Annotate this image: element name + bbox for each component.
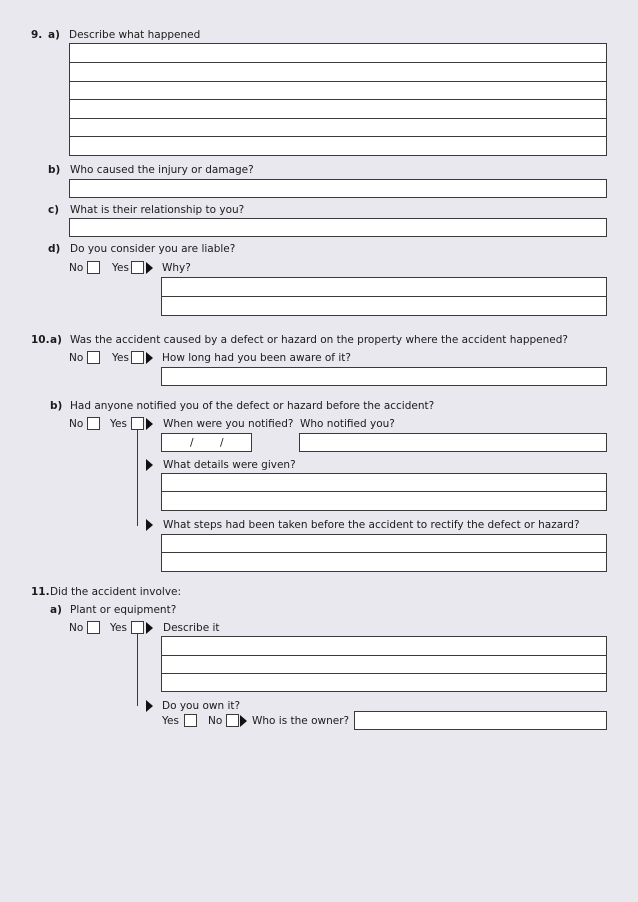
q9a-description-field[interactable] xyxy=(69,43,607,156)
q9d-no-checkbox[interactable] xyxy=(87,261,100,274)
q9c-letter: c) xyxy=(48,204,60,216)
ruled-line xyxy=(162,655,606,656)
q10a-label: Was the accident caused by a defect or hazard on the property where the accident happened? xyxy=(70,334,568,346)
q9-number: 9. xyxy=(31,29,43,41)
q11a-yes-checkbox[interactable] xyxy=(131,621,144,634)
q11a-own-yes-checkbox[interactable] xyxy=(184,714,197,727)
q10b-no-label: No xyxy=(69,418,84,430)
q9d-yes-checkbox[interactable] xyxy=(131,261,144,274)
branch-connector-line xyxy=(137,634,138,706)
q9d-yes-label: Yes xyxy=(112,262,129,274)
q10b-steps-label: What steps had been taken before the accident to rectify the defect or hazard? xyxy=(163,519,580,531)
ruled-line xyxy=(70,99,606,100)
branch-connector-line xyxy=(137,430,138,526)
q10b-steps-field[interactable] xyxy=(161,534,607,572)
q11-number: 11. xyxy=(31,586,50,598)
q10b-date-field[interactable] xyxy=(161,433,252,452)
q11a-no-label: No xyxy=(69,622,84,634)
q10b-details-label: What details were given? xyxy=(163,459,296,471)
q10a-yes-checkbox[interactable] xyxy=(131,351,144,364)
q9a-label: Describe what happened xyxy=(69,29,201,41)
q10b-label: Had anyone notified you of the defect or hazard before the accident? xyxy=(70,400,435,412)
q10b-yes-checkbox[interactable] xyxy=(131,417,144,430)
ruled-line xyxy=(162,491,606,492)
q11a-owner-label: Who is the owner? xyxy=(252,715,350,727)
q9d-label: Do you consider you are liable? xyxy=(70,243,236,255)
q9b-letter: b) xyxy=(48,164,61,176)
q11a-own-label: Do you own it? xyxy=(162,700,241,712)
q10a-no-checkbox[interactable] xyxy=(87,351,100,364)
ruled-line xyxy=(162,673,606,674)
q11a-own-no-label: No xyxy=(208,715,223,727)
arrow-right-icon xyxy=(146,352,153,364)
q10b-when-label: When were you notified? xyxy=(163,418,294,430)
q11a-describe-label: Describe it xyxy=(163,622,220,634)
q11a-label: Plant or equipment? xyxy=(70,604,177,616)
ruled-line xyxy=(70,118,606,119)
q11a-letter: a) xyxy=(50,604,62,616)
q9d-no-label: No xyxy=(69,262,84,274)
q9a-letter: a) xyxy=(48,29,60,41)
q10b-details-field[interactable] xyxy=(161,473,607,511)
date-separator: / xyxy=(190,437,194,449)
q9b-who-caused-field[interactable] xyxy=(69,179,607,198)
q9d-letter: d) xyxy=(48,243,61,255)
q10b-no-checkbox[interactable] xyxy=(87,417,100,430)
q11a-no-checkbox[interactable] xyxy=(87,621,100,634)
arrow-right-icon xyxy=(146,418,153,430)
arrow-right-icon xyxy=(146,622,153,634)
ruled-line xyxy=(162,552,606,553)
arrow-right-icon xyxy=(146,519,153,531)
ruled-line xyxy=(70,136,606,137)
arrow-right-icon xyxy=(146,262,153,274)
q10b-letter: b) xyxy=(50,400,63,412)
q10a-yes-label: Yes xyxy=(112,352,129,364)
ruled-line xyxy=(70,81,606,82)
arrow-right-icon xyxy=(146,700,153,712)
q10a-no-label: No xyxy=(69,352,84,364)
ruled-line xyxy=(70,62,606,63)
q9c-relationship-field[interactable] xyxy=(69,218,607,237)
arrow-right-icon xyxy=(240,715,247,727)
q11a-yes-label: Yes xyxy=(110,622,127,634)
q9d-why-field[interactable] xyxy=(161,277,607,316)
q10a-aware-duration-field[interactable] xyxy=(161,367,607,386)
q11a-owner-field[interactable] xyxy=(354,711,607,730)
q9b-label: Who caused the injury or damage? xyxy=(70,164,254,176)
ruled-line xyxy=(162,296,606,297)
q10-number: 10. xyxy=(31,334,50,346)
date-separator: / xyxy=(220,437,224,449)
q9c-label: What is their relationship to you? xyxy=(70,204,245,216)
q11-label: Did the accident involve: xyxy=(50,586,182,598)
q10b-who-label: Who notified you? xyxy=(300,418,395,430)
q10b-yes-label: Yes xyxy=(110,418,127,430)
q11a-own-no-checkbox[interactable] xyxy=(226,714,239,727)
arrow-right-icon xyxy=(146,459,153,471)
q10a-letter: a) xyxy=(50,334,62,346)
q10a-followup-label: How long had you been aware of it? xyxy=(162,352,351,364)
q11a-describe-field[interactable] xyxy=(161,636,607,692)
q9d-why-label: Why? xyxy=(162,262,191,274)
q11a-own-yes-label: Yes xyxy=(162,715,179,727)
q10b-who-notified-field[interactable] xyxy=(299,433,607,452)
